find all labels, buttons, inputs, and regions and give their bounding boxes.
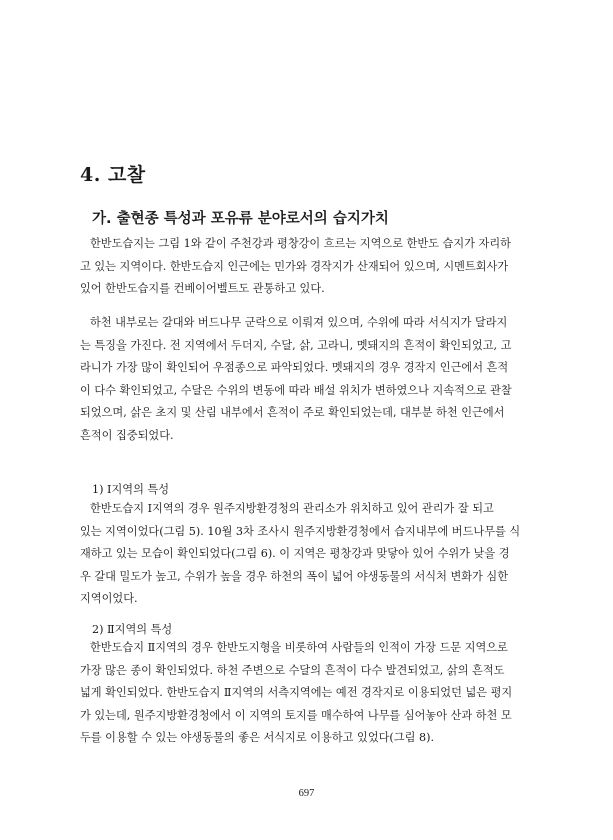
section-title: 4. 고찰 bbox=[80, 164, 146, 186]
text-line: 있어 한반도습지를 컨베이어벨트도 관통하고 있다. bbox=[80, 282, 325, 296]
text-line: 흔적이 집중되었다. bbox=[80, 428, 174, 442]
paragraph-1 bbox=[80, 233, 533, 301]
text-line: 넓게 확인되었다. 한반도습지 Ⅱ지역의 서측지역에는 예전 경작지로 이용되었던 넓은 평지 bbox=[80, 686, 513, 700]
text-line: 가 있는데, 원주지방환경청에서 이 지역의 토지를 매수하여 나무를 심어놓아 산과 하천 모 bbox=[80, 708, 512, 722]
text-line: 되었으며, 삵은 초지 및 산림 내부에서 흔적이 주로 확인되었는데, 대부분 하천 인근에서 bbox=[80, 406, 505, 420]
text-line: 두를 이용할 수 있는 야생동물의 좋은 서식지로 이용하고 있었다(그림 8). bbox=[80, 731, 435, 745]
text-line: 있는 지역이었다(그림 5). 10월 3차 조사시 원주지방환경청에서 습지내부에 버드나무를 식 bbox=[80, 524, 521, 538]
text-line: 라니가 가장 많이 확인되어 우점종으로 파악되었다. 멧돼지의 경우 경작지 인근에서 흔적 bbox=[80, 361, 509, 375]
text-line: 한반도습지 Ⅱ지역의 경우 한반도지형을 비롯하여 사람들의 인적이 가장 드문 지역으로 bbox=[90, 641, 508, 654]
text-line: 하천 내부로는 갈대와 버드나무 군락으로 이뤄져 있으며, 수위에 따라 서식지가 달라지 bbox=[90, 316, 508, 329]
paragraph-3 bbox=[80, 498, 533, 611]
text-line: 지역이었다. bbox=[80, 592, 138, 606]
text-line: 한반도습지 Ⅰ지역의 경우 원주지방환경청의 관리소가 위치하고 있어 관리가 잘 되고 bbox=[90, 502, 494, 515]
text-line: 우 갈대 밀도가 높고, 수위가 높을 경우 하천의 폭이 넓어 야생동물의 서식처 변화가 심한 bbox=[80, 569, 509, 583]
paragraph-4 bbox=[80, 637, 533, 750]
text-line: 재하고 있는 모습이 확인되었다(그림 6). 이 지역은 평창강과 맞닿아 있어 수위가 낮을 경 bbox=[80, 547, 510, 561]
text-line: 가장 많은 종이 확인되었다. 하천 주변으로 수달의 흔적이 다수 발견되었고, 삵의 흔적도 bbox=[80, 663, 505, 677]
text-line: 고 있는 지역이다. 한반도습지 인근에는 민가와 경작지가 산재되어 있으며, 시멘트회사가 bbox=[80, 259, 509, 273]
text-line: 는 특징을 가진다. 전 지역에서 두더지, 수달, 삵, 고라니, 멧돼지의 흔적이 확인되었고, 고 bbox=[80, 338, 512, 352]
subheading-region-2: 2) Ⅱ지역의 특성 bbox=[92, 623, 173, 636]
paragraph-2 bbox=[80, 312, 533, 448]
subheading-region-1: 1) Ⅰ지역의 특성 bbox=[92, 483, 170, 496]
text-line: 이 다수 확인되었고, 수달은 수위의 변동에 따라 배설 위치가 변하였으나 지속적으로 관찰 bbox=[80, 383, 512, 397]
page-number: 697 bbox=[298, 788, 315, 799]
subsection-title: 가. 출현종 특성과 포유류 분야로서의 습지가치 bbox=[92, 211, 389, 227]
text-line: 한반도습지는 그림 1와 같이 주천강과 평창강이 흐르는 지역으로 한반도 습지가 자리하 bbox=[90, 237, 511, 250]
